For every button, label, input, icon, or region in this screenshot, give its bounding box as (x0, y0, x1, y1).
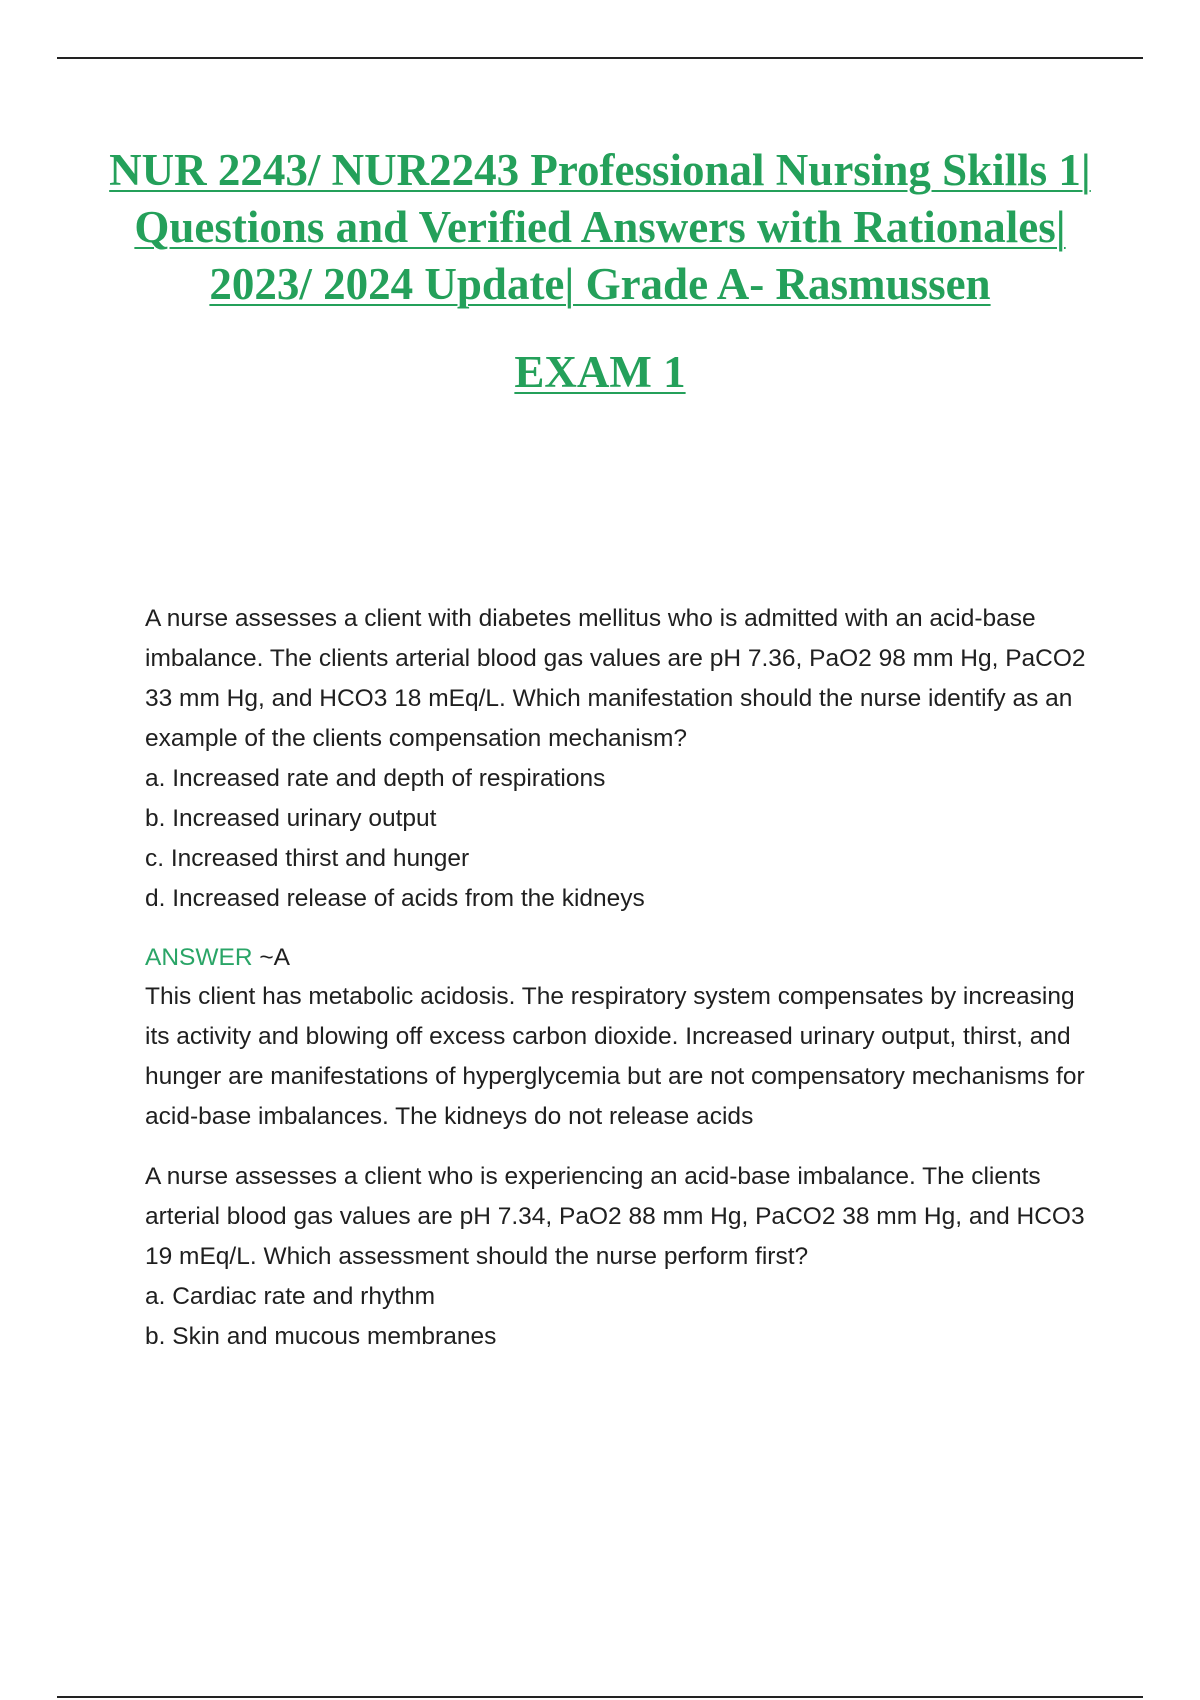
answer-value: ~A (252, 944, 291, 971)
option-b: b. Increased urinary output (145, 805, 437, 832)
top-divider (57, 57, 1143, 59)
document-title: NUR 2243/ NUR2243 Professional Nursing Skills 1| Questions and Verified Answers with Rationales| 2023/ 2024 Update| Grade A- Rasmussen (109, 145, 1091, 309)
option-d: d. Increased release of acids from the kidneys (145, 885, 645, 912)
rationale: This client has metabolic acidosis. The respiratory system compensates by increasing its activity and blowing off excess carbon dioxide. Increased urinary output, thirst, and hunger are manifestations of hyperglycemia but are not compensatory mechanisms for acid-base imbalances. The kidneys do not release acids (145, 983, 1085, 1130)
answer-line (145, 939, 1095, 977)
option-b: b. Skin and mucous membranes (145, 1323, 497, 1350)
document-body (145, 599, 1095, 1357)
question-spacer (145, 1137, 1095, 1157)
option-a: a. Increased rate and depth of respirations (145, 765, 606, 792)
title-block (100, 142, 1100, 401)
question-stem: A nurse assesses a client with diabetes mellitus who is admitted with an acid-base imbalance. The clients arterial blood gas values are pH 7.36, PaO2 98 mm Hg, PaCO2 33 mm Hg, and HCO3 18 mEq/L. Which manifestation should the nurse identify as an example of the clients compensation mechanism? (145, 605, 1086, 752)
answer-options (145, 759, 1095, 919)
question-2 (145, 1157, 1095, 1357)
question-1 (145, 599, 1095, 1137)
exam-label: EXAM 1 (514, 347, 686, 397)
answer-label: ANSWER (145, 944, 253, 971)
question-stem: A nurse assesses a client who is experiencing an acid-base imbalance. The clients arterial blood gas values are pH 7.34, PaO2 88 mm Hg, PaCO2 38 mm Hg, and HCO3 19 mEq/L. Which assessment should the nurse perform first? (145, 1163, 1085, 1270)
option-c: c. Increased thirst and hunger (145, 845, 470, 872)
bottom-divider (57, 1696, 1143, 1698)
answer-options (145, 1277, 1095, 1357)
option-a: a. Cardiac rate and rhythm (145, 1283, 436, 1310)
